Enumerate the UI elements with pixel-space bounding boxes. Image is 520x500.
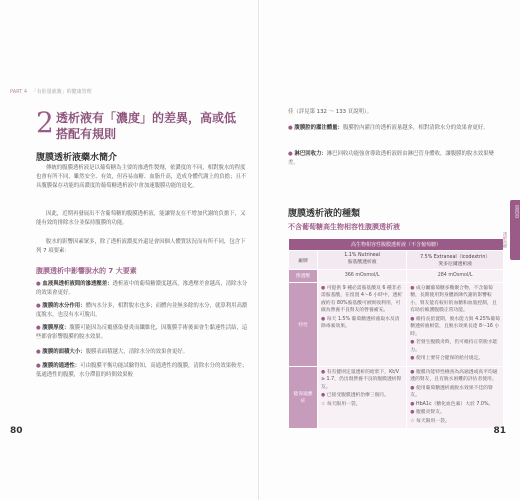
factor-text: 腹膜腔內灌注的透析液量越多，相對清除水分的效果會更好。 xyxy=(342,125,489,131)
factor-label: 腹膜腔的灌注體量： xyxy=(294,125,343,131)
factor-item: ● 腹膜厚度：腹膜可能因為反覆感染發炎而纖維化，因腹膜手術後面會生黏連性活結，這些都會影響腹膜的脫水效果。 xyxy=(36,325,248,340)
feature-item: ● 每天 1.5% 葡萄糖透析液取水及清除毒素效果。 xyxy=(321,316,400,329)
feature-item: ● 成分屬葡萄糖多糖聚合物，不含葡萄糖，長期使用對身體新陳代謝的影響較小，腎友能有較好的血糖和血脂控制，且有助於維護腹膜正常功能。 xyxy=(410,285,497,313)
osmo-row-label: 滲透壓 xyxy=(289,270,318,283)
chapter-number: 2 xyxy=(36,106,54,139)
osmo-value: 366 mOsmol/L xyxy=(318,270,407,283)
page-number-right: 81 xyxy=(493,426,506,436)
running-head-part: PART 4 xyxy=(10,89,28,95)
usage-item: ● 已接受腹膜透析治療三個月。 xyxy=(321,393,390,398)
factor-item: ● 腹膜腔的灌注體量：腹膜腔內灌注的透析液量越多，相對清除水分的效果會更好。 xyxy=(288,125,489,131)
feature-item: ● 可提供 9 種必需胺基酸及 6 種非必需胺基酸，在留置 4～6 小時中，透析液約有 80%胺基酸可被吸收利用，可做為營養不良腎友的營養補充。 xyxy=(321,285,403,313)
running-head xyxy=(10,88,92,95)
factor-text: 淋巴回收功能強會導致透析液經由淋巴管身體收，讓腹膜的脫水效果變差。 xyxy=(288,151,494,166)
product-name: 7.5% Extraneal（icodextrin） 愛多尼爾透析液 xyxy=(407,251,504,270)
feature-item: ● 使用上要符合健保的給付規定。 xyxy=(410,356,484,361)
dialysate-table xyxy=(288,238,504,429)
usage-item: ● 腹膜功能特性檢查為高通透或高平均通透的腎友，且有脫水困難的評估者使用。 xyxy=(410,369,498,382)
usage-item: ● 腹膜炎腎友。 xyxy=(410,410,445,415)
side-tab-sub: 透析治療 xyxy=(503,232,508,248)
features-col-1 xyxy=(318,282,407,366)
section-title: 腹膜透析液藥水簡介 xyxy=(36,153,118,163)
factor-label: 腹膜的通透性： xyxy=(42,363,81,369)
section-title: 腹膜透析液的種類 xyxy=(288,209,361,219)
factor-label: 腹膜的水分作用： xyxy=(42,303,86,309)
factor-label: 腹膜的面積大小： xyxy=(42,349,86,355)
factor-item: ● 腹膜的面積大小：腹膜表面積越大，清除水分的效果會更好。 xyxy=(36,349,188,355)
feature-item: ● 若發生腹膜炎時，仍可維持正常脫水能力。 xyxy=(410,340,498,353)
continuation-text: 佳（詳見第 132 ～ 133 頁說明）。 xyxy=(288,109,373,115)
factor-item: ● 腹膜的水分作用：體內水分多，相對脫水也多；而體內並無多餘的水分，就算利用高濃度脫水，也沒有水可脫出。 xyxy=(36,303,248,318)
osmo-value: 284 mOsmol/L xyxy=(407,270,504,283)
left-page xyxy=(0,0,259,500)
factor-text: 腹膜表面積越大，清除水分的效果會更好。 xyxy=(85,349,188,355)
page-number-left: 80 xyxy=(10,426,23,436)
factor-text: 腹膜可能因為反覆感染發炎而纖維化，因腹膜手術後面會生黏連性活結，這些都會影響腹膜的脫水效果。 xyxy=(36,325,248,340)
feature-row-label: 特性 xyxy=(289,282,318,366)
factors-subheading: 腹膜透析中影響脫水的 7 大要素 xyxy=(36,267,137,275)
usage-note: ☆ 每天限用一袋。 xyxy=(321,401,361,407)
factor-label: 血液與透析液間的滲透壓差： xyxy=(42,281,113,287)
table-subheading: 不含葡萄糖高生物相容性腹膜透析液 xyxy=(288,223,400,231)
factor-label: 淋巴回收力： xyxy=(294,151,327,157)
factor-text: 透析液中的葡萄糖濃度越高，滲透壓差會越高，清除水分的效果會更好。 xyxy=(36,281,248,296)
usage-item: ● HbA1c（糖化血色素）大於 7.0%。 xyxy=(410,401,494,407)
factor-text: 可由腹膜平衡功能試驗得知，高通透性的腹膜，清除水分的效果較差；低通透性的腹膜，水分滯留的時間效果較 xyxy=(36,363,248,378)
factor-item: ● 血液與透析液間的滲透壓差：透析液中的葡萄糖濃度越高，滲透壓差會越高，清除水分的效果會更好。 xyxy=(36,281,248,296)
product-name: 1.1% Nutrineal 胺基酸透析液 xyxy=(318,251,407,270)
paragraph-1: 傳統的腹膜透析液是以葡萄糖為主要的滲透性製劑，依濃度的不同，相對脫水的程度也會有所不同，雖然安全、有效，但容易血糖、血脂升高，造成身體代謝上的負擔；且不具腹膜保存功能的高濃度的葡萄糖透析液中會加速腹膜功能的退化。 xyxy=(36,165,247,189)
paragraph-3: 脫水的影響因素眾多，除了透析液濃度外還是會因個人體質狀況而有所不同，包含下列 7 項要素： xyxy=(36,239,246,254)
side-tab-label: 第四章 xyxy=(514,205,519,219)
features-col-2 xyxy=(407,282,504,366)
factor-label: 腹膜厚度： xyxy=(42,325,70,331)
table-caption: 高生物相容性腹膜透析液（不含葡萄糖） xyxy=(289,239,504,251)
factor-item: ● 腹膜的通透性：可由腹膜平衡功能試驗得知，高通透性的腹膜，清除水分的效果較差；低通透性的腹膜，水分滯留的時間效果較 xyxy=(36,363,248,378)
paragraph-2: 因此，近期再發展出不含葡萄糖的腹膜透析液，能讓腎友在不增加代謝的負擔下，又能有效的排除水分並保持腹膜的功能。 xyxy=(36,211,246,226)
running-head-title: 「有肚量就腹」的健康管理 xyxy=(31,89,92,95)
usage-row-label: 健保適應症 xyxy=(289,366,318,429)
factor-item: ● 淋巴回收力：淋巴回收功能強會導致透析液經由淋巴管身體收，讓腹膜的脫水效果變差。 xyxy=(288,151,494,166)
chapter-title-text: 透析液有「濃度」的差異，高或低搭配有規則 xyxy=(56,111,237,141)
feature-item: ● 維持長留置期，脫水能力與 4.25%葡萄糖透析液相當，且脫水效果長達 8～16 小時。 xyxy=(410,316,500,337)
usage-item: ● 有有健則定量透析的給狀下，Kt/V ≥ 1.7，仍出現營養不良的腹膜透析腎友。 xyxy=(321,369,402,390)
usage-col-2 xyxy=(407,366,504,429)
usage-col-1 xyxy=(318,366,407,429)
usage-note: ☆ 每天限用一袋。 xyxy=(410,418,450,424)
right-page xyxy=(260,0,520,500)
usage-item: ● 使用葡萄糖透析液脫水效果不佳的腎友。 xyxy=(410,385,493,398)
factor-text: 體內水分多，相對脫水也多；而體內並無多餘的水分，就算利用高濃度脫水，也沒有水可脫出。 xyxy=(36,303,248,318)
product-row-label: 廠牌 xyxy=(289,251,318,270)
